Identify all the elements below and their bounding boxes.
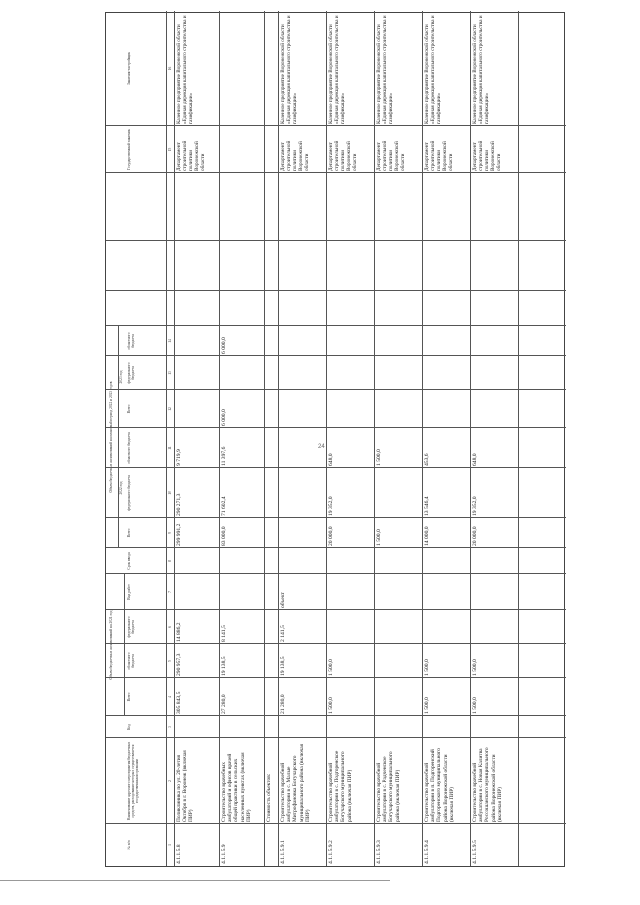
column-rule: [106, 467, 566, 468]
header-group-2021: Объем бюджетных ассигнований на 2021 год: [109, 610, 113, 680]
row-v5-cell: [375, 644, 422, 678]
row-v4-cell: [265, 678, 278, 716]
row-v11-cell: 1 500,0: [376, 449, 382, 466]
row-v9-cell: 14 000,0: [424, 526, 430, 546]
row-v6-cell: 14 886,2: [176, 622, 182, 642]
row-v12-cell: [175, 390, 219, 428]
row-v7-cell: [375, 574, 422, 610]
row-v9-cell: [265, 518, 278, 548]
column-number: 9: [168, 532, 172, 534]
row-v6-cell: [265, 610, 278, 644]
row-name-cell: Строительство врачебной амбулатории в с. Радченское Богучарского муниципального района (включая ПИР): [376, 751, 401, 822]
row-num-cell: 4.1.1.5.9.5: [472, 840, 478, 864]
column-rule: [106, 325, 566, 326]
column-rule: [106, 290, 566, 291]
row-v5-cell: 290 957,3: [176, 653, 182, 676]
column-number: 12: [168, 407, 172, 411]
row-name-cell: Строительство врачебных амбулаторий и офисов врачей общей практики в сельских населенных пунктах (включая ПИР): [221, 752, 252, 822]
column-rule: [106, 823, 566, 824]
row-v11-cell: 9 719,9: [176, 449, 182, 466]
column-rule: [106, 240, 566, 241]
row-v6-cell: [423, 610, 470, 644]
row-v14-cell: [265, 326, 278, 356]
column-rule: [106, 573, 566, 574]
row-v14-cell: [279, 326, 326, 356]
row-v9-cell: 83 000,0: [221, 526, 227, 546]
column-number: 14: [168, 339, 172, 343]
row-v4-cell: 27 280,0: [221, 694, 227, 714]
row-v12-cell: [471, 390, 518, 428]
row-v5-cell: 19 138,5: [280, 656, 286, 676]
column-number: 6: [168, 626, 172, 628]
column-rule: [106, 737, 566, 738]
column-rule: [106, 609, 566, 610]
header-cell: Наименование адресного мероприятия/бюджетных средств, расходование которых осуществляется государственными органами: [127, 741, 140, 821]
row-v12-cell: [279, 390, 326, 428]
column-number: 2: [168, 780, 172, 782]
column-rule: [106, 125, 566, 126]
row-v4-cell: 305 843,5: [176, 691, 182, 714]
row-num-cell: 4.1.1.5.9.4: [424, 840, 430, 864]
row-name-cell: Стоимость объектов:: [266, 773, 272, 822]
row-v14-cell: [471, 326, 518, 356]
row-v7-cell: объект: [280, 592, 286, 608]
column-rule: [106, 517, 566, 518]
header-rule: [124, 574, 125, 716]
column-number: 16: [168, 66, 172, 71]
row-customer-cell: Казенное предприятие Воронежской области «Единая дирекция капитального строительства и газификации»: [280, 15, 298, 124]
row-v6-cell: [471, 610, 518, 644]
row-v4-cell: 1 500,0: [328, 697, 334, 714]
row-v4-cell: 21 280,0: [280, 694, 286, 714]
row-v4-cell: 1 500,0: [472, 697, 478, 714]
rotated-table-sheet: [105, 12, 565, 867]
row-v12-cell: [375, 390, 422, 428]
row-v11-cell: 453,6: [424, 453, 430, 466]
row-v5-cell: 1 500,0: [472, 659, 478, 676]
row-v10-cell: [375, 468, 422, 518]
header-cell: Всего: [127, 404, 131, 414]
header-group-plan: Объем бюджетных ассигнований на плановый период 2022 и 2023 годов: [109, 381, 113, 493]
row-v14-cell: [423, 326, 470, 356]
column-number: 13: [168, 371, 172, 375]
column-rule: [106, 643, 566, 644]
row-v9-cell: 20 000,0: [328, 526, 334, 546]
row-v10-cell: [265, 468, 278, 518]
row-v9-cell: 299 991,2: [176, 523, 182, 546]
column-rule: [106, 389, 566, 390]
row-name-cell: Строительство врачебной амбулатории в с. Малые Митрофановка Богучарского муниципального района (включая ПИР): [280, 743, 311, 822]
column-number: 10: [168, 491, 172, 495]
row-v10-cell: 19 352,0: [328, 496, 334, 516]
header-cell: областного бюджета: [127, 652, 136, 670]
row-v11-cell: 11 397,6: [221, 446, 227, 466]
budget-table: [105, 12, 565, 867]
row-customer-cell: Казенное предприятие Воронежской области «Единая дирекция капитального строительства и газификации»: [328, 15, 346, 124]
row-name-cell: Строительство врачебной амбулатории в с. Подгоренское Богучарского муниципального района (включая ПИР): [328, 750, 353, 822]
row-num-cell: 4.1.1.5.9: [221, 844, 227, 864]
row-v7-cell: [471, 574, 518, 610]
header-cell: Всего: [127, 692, 131, 702]
row-customer-cell: Казенное предприятие Воронежской области «Единая дирекция капитального строительства и газификации»: [176, 15, 194, 124]
row-customer-cell: [220, 11, 264, 126]
row-v10-cell: 19 352,0: [472, 496, 478, 516]
header-cell: областного бюджета: [127, 332, 136, 350]
header-cell: Всего: [127, 528, 131, 538]
row-manager-cell: Департамент строительной политики Воронежской области: [472, 140, 502, 171]
row-v14-cell: [327, 326, 374, 356]
row-customer-cell: Казенное предприятие Воронежской области «Единая дирекция капитального строительства и газификации»: [472, 15, 490, 124]
row-v5-cell: 19 138,5: [221, 656, 227, 676]
row-v6-cell: [375, 610, 422, 644]
column-number: 5: [168, 660, 172, 662]
row-v6-cell: 8 141,5: [221, 625, 227, 642]
row-num-cell: 4.1.1.5.8: [176, 844, 182, 864]
row-v11-cell: [265, 428, 278, 468]
column-number: 15: [168, 147, 172, 152]
margin-mark: 24: [318, 444, 325, 450]
row-v6-cell: 2 141,5: [280, 625, 286, 642]
row-v5-cell: [265, 644, 278, 678]
column-rule: [106, 355, 566, 356]
header-cell: федерального бюджета: [127, 475, 131, 511]
row-name-cell: Строительство врачебной амбулатории в п. Подгоренский Подгоренского муниципального района Воронежской области (включая ПИР): [424, 748, 455, 822]
row-v9-cell: 20 000,0: [472, 526, 478, 546]
header-cell: федерального бюджета: [127, 362, 136, 384]
row-manager-cell: Департамент строительной политики Воронежской области: [176, 140, 206, 171]
row-manager-cell: Департамент строительной политики Воронежской области: [424, 140, 454, 171]
column-rule: [106, 677, 566, 678]
row-customer-cell: Казенное предприятие Воронежской области «Единая дирекция капитального строительства и газификации»: [424, 15, 442, 124]
row-v7-cell: [327, 574, 374, 610]
column-number: 1: [168, 844, 172, 846]
row-v12-cell: 6 000,0: [221, 409, 227, 426]
row-name-cell: Поликлиника по ул. 20-летия Октября в г. Воронеж (включая ПИР): [176, 750, 195, 822]
row-manager-cell: [220, 126, 264, 173]
row-v10-cell: 71 602,4: [221, 496, 227, 516]
row-v9-cell: [279, 518, 326, 548]
column-number: 7: [168, 591, 172, 593]
header-cell: Государственный заказчик: [127, 129, 131, 170]
header-cell: Код: [127, 724, 131, 730]
row-v11-cell: 648,0: [472, 453, 478, 466]
row-v12-cell: [423, 390, 470, 428]
row-num-cell: 4.1.1.5.9.3: [376, 840, 382, 864]
row-manager-cell: Департамент строительной политики Воронежской области: [376, 140, 406, 171]
row-v7-cell: [220, 574, 264, 610]
column-number: 3: [168, 726, 172, 728]
header-cell: Вид работ: [127, 584, 131, 600]
row-manager-cell: Департамент строительной политики Воронежской области: [328, 140, 358, 171]
row-v6-cell: [327, 610, 374, 644]
header-rule: [118, 326, 119, 548]
header-cell: Срок ввода: [127, 552, 131, 570]
column-rule: [106, 715, 566, 716]
header-2023: 2023 год: [119, 370, 123, 384]
header-2022: 2022 год: [119, 481, 123, 495]
header-cell: Заказчик-застройщик: [127, 52, 131, 85]
row-v5-cell: 1 500,0: [424, 659, 430, 676]
row-v10-cell: 13 546,4: [424, 496, 430, 516]
row-customer-cell: [265, 11, 278, 126]
row-v4-cell: 1 500,0: [424, 697, 430, 714]
row-customer-cell: Казенное предприятие Воронежской области «Единая дирекция капитального строительства и газификации»: [376, 15, 394, 124]
column-rule: [106, 547, 566, 548]
row-v11-cell: 648,0: [328, 453, 334, 466]
column-rule: [106, 427, 566, 428]
column-number: 11: [168, 446, 172, 450]
row-v7-cell: [423, 574, 470, 610]
row-num-cell: [265, 824, 278, 866]
column-number: 8: [168, 560, 172, 562]
row-name-cell: Строительство врачебной амбулатории в с. Новая Калитва Россошанского муниципального района Воронежской области (включая ПИР): [472, 747, 503, 822]
column-rule: [106, 172, 566, 173]
header-cell: областного бюджета: [127, 432, 131, 464]
row-v14-cell: 6 000,0: [221, 337, 227, 354]
row-v4-cell: [375, 678, 422, 716]
row-v14-cell: [375, 326, 422, 356]
row-v9-cell: 1 500,0: [376, 529, 382, 546]
row-v7-cell: [265, 574, 278, 610]
row-v5-cell: 1 500,0: [328, 659, 334, 676]
row-v10-cell: [279, 468, 326, 518]
row-v12-cell: [265, 390, 278, 428]
row-manager-cell: [265, 126, 278, 173]
row-v7-cell: [175, 574, 219, 610]
row-v12-cell: [327, 390, 374, 428]
row-manager-cell: Департамент строительной политики Воронежской области: [280, 140, 310, 171]
scan-edge-line: [0, 880, 390, 881]
header-cell: федерального бюджета: [127, 616, 136, 638]
column-number: 4: [168, 696, 172, 698]
row-num-cell: 4.1.1.5.9.1: [280, 840, 286, 864]
row-num-cell: 4.1.1.5.9.2: [328, 840, 334, 864]
row-v14-cell: [175, 326, 219, 356]
row-v10-cell: 290 271,3: [176, 493, 182, 516]
header-cell: № п/п: [127, 840, 131, 850]
